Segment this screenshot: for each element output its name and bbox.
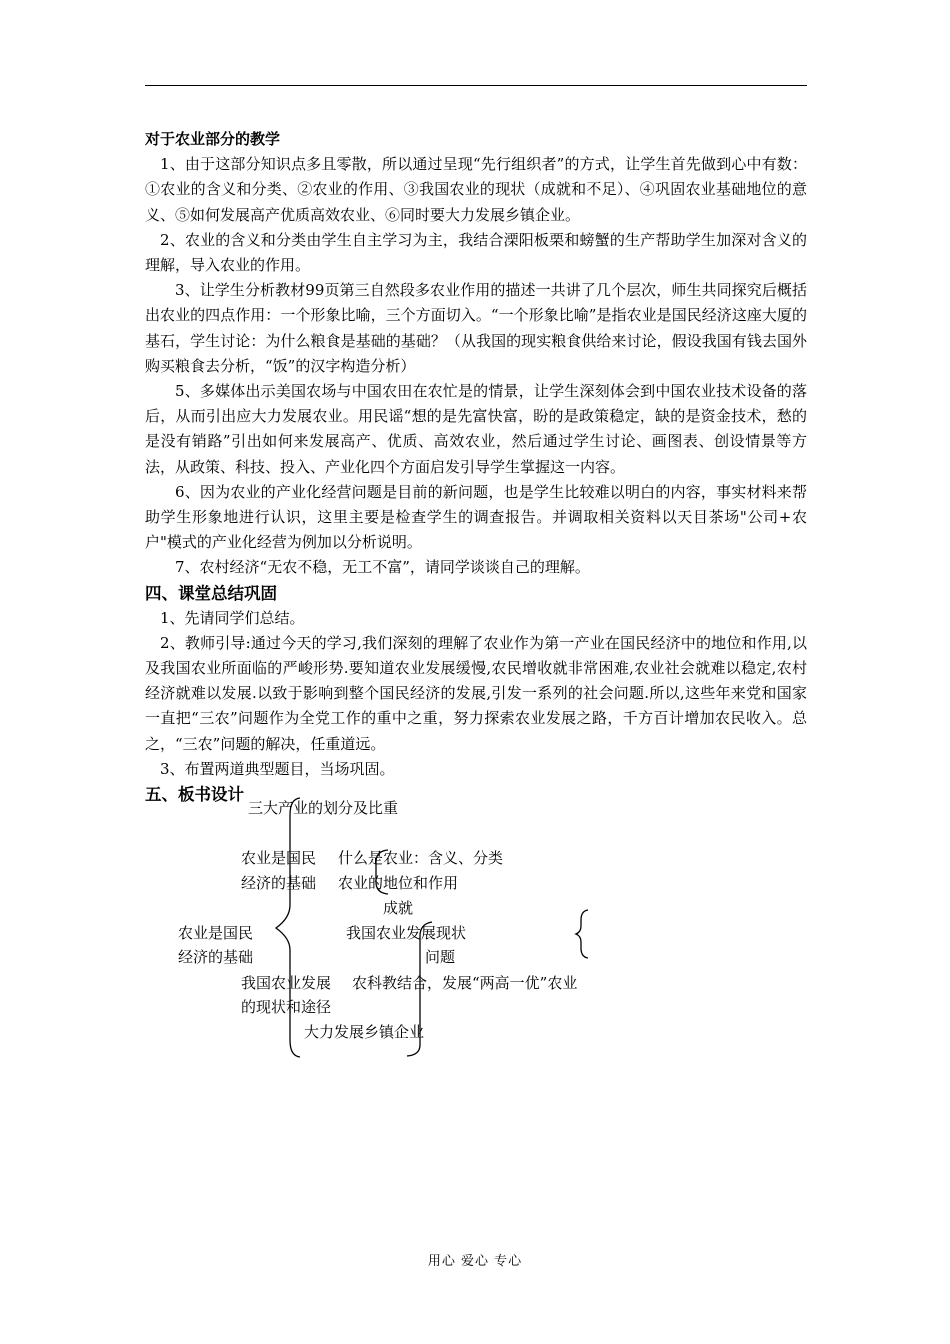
board-line-industries: 三大产业的划分及比重: [248, 799, 399, 817]
paragraph-2: 2、农业的含义和分类由学生自主学习为主，我结合溧阳板栗和螃蟹的生产帮助学生加深对含义的理解，导入农业的作用。: [145, 230, 807, 275]
paragraph-3: 3、让学生分析教材99页第三自然段多农业作用的描述一共讲了几个层次，师生共同探究后概括出农业的四点作用：一个形象比喻，三个方面切入。“一个形象比喻”是指农业是国民经济这座大厦的基石，学生讨论：为什么粮食是基础的基础？（从我国的现实粮食供给来讨论，假设我国有钱去国外购买粮食去分析，“饭”的汉字构造分析）: [145, 281, 807, 375]
board-line-l7: 我国农业发展: [241, 974, 332, 992]
paragraph-5: 5、多媒体出示美国农场与中国农田在农忙是的情景，让学生深刻体会到中国农业技术设备的落后，从而引出应大力发展农业。用民谣“想的是先富快富，盼的是政策稳定，缺的是资金技术，愁的是没有销路”引出如何来发展高产、优质、高效农业，然后通过学生讨论、画图表、创设情景等方法，从政策、科技、投入、产业化四个方面启发引导学生掌握这一内容。: [145, 382, 807, 476]
board-root-2: 经济的基础: [178, 948, 254, 966]
section-4-heading: 四、课堂总结巩固: [145, 583, 277, 603]
board-root-1: 农业是国民: [178, 924, 254, 942]
board-line-problems: 问题: [425, 948, 456, 966]
summary-item-1: 1、先请同学们总结。: [160, 608, 305, 627]
main-brace: [276, 798, 300, 1057]
subheading: 对于农业部分的教学: [145, 130, 281, 148]
board-line-science: 农科教结合，发展“两高一优”农业: [352, 974, 578, 992]
paragraph-7: 7、农村经济“无农不稳，无工不富”，请同学谈谈自己的理解。: [175, 558, 590, 577]
paragraph-6: 6、因为农业的产业化经营问题是目前的新问题，也是学生比较难以明白的内容，事实材料来帮助学生形象地进行认识，这里主要是检查学生的调查报告。并调取相关资料以天目茶场"公司+农户"模式的产业化经营为例加以分析说明。: [145, 482, 807, 552]
board-line-l2: 农业是国民: [241, 849, 317, 867]
board-line-township: 大力发展乡镇企业: [304, 1023, 425, 1041]
board-line-status: 我国农业发展现状: [346, 924, 467, 942]
board-line-achievements: 成就: [383, 899, 414, 917]
summary-item-2: 2、教师引导:通过今天的学习,我们深刻的理解了农业作为第一产业在国民经济中的地位和作用,以及我国农业所面临的严峻形势.要知道农业发展缓慢,农民增收就非常困难,农业社会就难以稳定,农村经济就难以发展.以致于影响到整个国民经济的发展,引发一系列的社会问题.所以,这些年来党和国家一直把“三农”问题作为全党工作的重中之重，努力探索农业发展之路，千方百计增加农民收入。总之，“三农”问题的解决，任重道远。: [145, 633, 807, 753]
board-line-definition: 什么是农业：含义、分类: [338, 849, 504, 867]
summary-item-3: 3、布置两道典型题目，当场巩固。: [160, 759, 395, 778]
empty-brace: [576, 910, 588, 958]
section-5-heading: 五、板书设计: [145, 785, 244, 805]
board-line-role: 农业的地位和作用: [338, 874, 459, 892]
board-line-l8: 的现状和途径: [241, 998, 332, 1016]
board-line-l3: 经济的基础: [241, 874, 317, 892]
page-footer: 用心 爱心 专心: [427, 1254, 523, 1269]
paragraph-1: 1、由于这部分知识点多且零散，所以通过呈现“先行组织者”的方式，让学生首先做到心中有数：①农业的含义和分类、②农业的作用、③我国农业的现状（成就和不足）、④巩固农业基础地位的意义、⑤如何发展高产优质高效农业、⑥同时要大力发展乡镇企业。: [145, 155, 807, 224]
